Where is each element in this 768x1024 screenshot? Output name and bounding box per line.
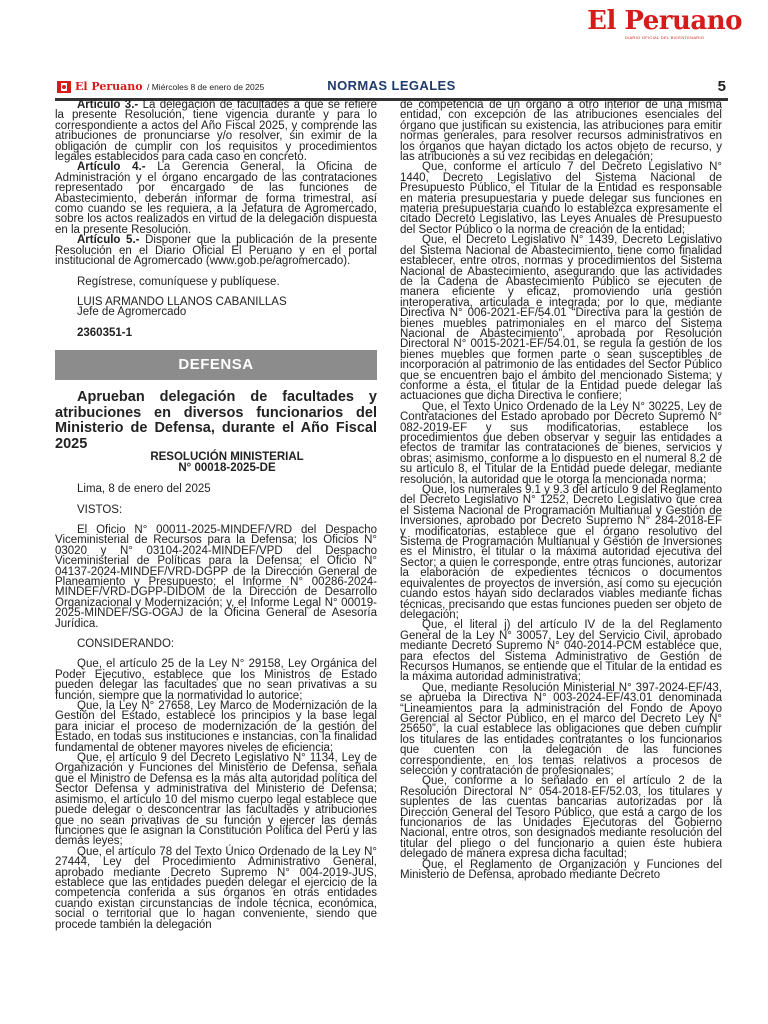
left-column	[55, 100, 377, 930]
vistos-heading: VISTOS:	[77, 503, 123, 516]
logo-text: El Peruano	[587, 6, 742, 36]
header-brand: El Peruano	[75, 80, 143, 93]
considerando-paragraph: Que, el artículo 25 de la Ley N° 29158, Ley Orgánica del Poder Ejecutivo, establece que los Ministros de Estado pueden delegar las facultades que no sean privativas a su función, siempre que la normatividad lo autorice;	[55, 658, 377, 702]
considerando-paragraph: Que, la Ley N° 27658, Ley Marco de Modernización de la Gestión del Estado, establece los principios y la base legal para iniciar el proceso de modernización de la gestión del Estado, en todas sus instituciones e instancias, con la finalidad fundamental de obtener mayores niveles de eficiencia;	[55, 700, 377, 754]
body-paragraph: Que, conforme el artículo 7 del Decreto Legislativo N° 1440, Decreto Legislativo del Sistema Nacional de Presupuesto Público, el Titular de la Entidad es responsable en materia presupuestaria y puede delegar sus funciones en materia presupuestaria cuando lo establezca expresamente el citado Decreto Legislativo, las Leyes Anuales de Presupuesto del Sector Público o la norma de creación de la entidad;	[400, 161, 722, 236]
body-paragraph: Que, el literal j) del artículo IV de la del Reglamento General de la Ley N° 30057, Ley del Servicio Civil, aprobado mediante Decreto Supremo N° 040-2014-PCM establece que, para efectos del Sistema Administrativo de Gestión de Recursos Humanos, se entiende que el Titular de la entidad es la máxima autoridad administrativa;	[400, 619, 722, 684]
logo-tagline: DIARIO OFICIAL DEL BICENTENARIO	[624, 35, 705, 40]
section-bar-defensa: DEFENSA	[55, 350, 377, 380]
resolution-number: N° 00018-2025-DE	[178, 462, 276, 475]
body-paragraph: Que, el Texto Único Ordenado de la Ley N° 30225, Ley de Contrataciones del Estado aprobado por Decreto Supremo N° 082-2019-EF y sus modificatorias, establece los procedimientos que deben observar y seguir las entidades a efectos de tramitar las contrataciones de bienes, servicios y obras; asimismo, conforme a lo dispuesto en el numeral 8.2 de su artículo 8, el Titular de la Entidad puede delegar, mediante resolución, la autoridad que le otorga la mencionada norma;	[400, 400, 722, 486]
masthead	[0, 0, 768, 78]
page-header	[55, 78, 728, 101]
page-number: 5	[717, 78, 726, 95]
header-date: / Miércoles 8 de enero de 2025	[147, 82, 265, 92]
body-paragraph: Que, mediante Resolución Ministerial N° 397-2024-EF/43, se aprueba la Directiva N° 003-2024-EF/43.01 denominada “Lineamientos para la administración del Fondo de Apoyo Gerencial al Sector Público, en el marco del Decreto Ley N° 25650”, la cual establece las obligaciones que deben cumplir los titulares de las entidades contratantes o los funcionarios que cuenten con la delegación de las funciones correspondiente, en los temas relativos a procesos de selección y contratación de profesionales;	[400, 681, 722, 777]
considerando-paragraph: Que, el artículo 78 del Texto Único Ordenado de la Ley N° 27444, Ley del Procedimiento Administrativo General, aprobado mediante Decreto Supremo N° 004-2019-JUS, establece que las entidades pueden delegar el ejercicio de la competencia conferida a sus órganos en otras entidades cuando existan circunstancias de índole técnica, económica, social o territorial que lo hagan conveniente, siendo que procede también la delegación	[55, 845, 377, 931]
considerando-heading: CONSIDERANDO:	[77, 638, 175, 650]
body-paragraph: Que, conforme a lo señalado en el artículo 2 de la Resolución Directoral N° 054-2018-EF/52.03, los titulares y suplentes de las cuentas bancarias autorizadas por la Dirección General del Tesoro Público, que está a cargo de los funcionarios de las Unidades Ejecutoras del Gobierno Nacional, entre otros, son designados mediante resolución del titular del pliego o del funcionario a quien éste hubiera delegado de manera expresa dicha facultad;	[400, 775, 722, 861]
body-paragraph: de competencia de un órgano a otro interior de una misma entidad, con excepción de las atribuciones esenciales del órgano que justifican su existencia, las atribuciones para emitir normas generales, para resolver recursos administrativos en los órganos que hayan dictado los actos objeto de recurso, y las atribuciones a su vez recibidas en delegación;	[400, 99, 722, 164]
body-paragraph: Que, el Reglamento de Organización y Funciones del Ministerio de Defensa, aprobado mediante Decreto	[400, 858, 722, 882]
articulo-4	[55, 162, 377, 235]
articulo-4-label: Artículo 4.-	[77, 161, 146, 174]
signer-title: Jefe de Agromercado	[77, 306, 187, 319]
date-line: Lima, 8 de enero del 2025	[77, 483, 211, 496]
articulo-3-label: Artículo 3.-	[77, 99, 139, 111]
articulo-5-text: Disponer que la publicación de la presente Resolución en el Diario Oficial El Peruano y en el portal institucional de Agromercado (www.gob.pe/agromercado).	[55, 234, 377, 268]
articulo-4-text: La Gerencia General, la Oficina de Administración y el órgano encargado de las contrataciones representado por encargado de las funciones de Abastecimiento, deberán informar de forma trimestral, así como cuando se les requiera, a la Jefatura de Agromercado, sobre los actos realizados en virtud de la delegación dispuesta en la presente Resolución.	[55, 161, 377, 236]
registrese-line: Regístrese, comuníquese y publíquese.	[77, 275, 280, 288]
resolution-title: RESOLUCIÓN MINISTERIAL	[150, 451, 304, 464]
right-column	[400, 100, 722, 880]
articulo-3-text: La delegación de facultades a que se refiere la presente Resolución, tiene vigencia durante y para lo correspondiente a actos del Año Fiscal 2025, y comprende las atribuciones de pronunciarse y/o resolver, sin eximir de la obligación de cumplir con los requisitos y procedimientos legales establecidos para cada caso en concreto.	[55, 99, 377, 164]
body-paragraph: Que, el Decreto Legislativo N° 1439, Decreto Legislativo del Sistema Nacional de Abastecimiento, tiene como finalidad establecer, entre otros, normas y procedimientos del Sistema Nacional de Abastecimiento, asegurando que las actividades de la Cadena de Abastecimiento Público se ejecuten de manera eficiente y eficaz, promoviendo una gestión interoperativa, articulada e integrada; por lo que, mediante Directiva N° 006-2021-EF/54.01 “Directiva para la gestión de bienes muebles patrimoniales en el marco del Sistema Nacional de Abastecimiento”, aprobada por Resolución Directoral N° 0015-2021-EF/54.01, se regula la gestión de los bienes muebles que formen parte o sean susceptibles de incorporación al patrimonio de las entidades del Sector Público que se encuentren bajo el ámbito del mencionado Sistema; y conforme a ésta, el titular de la Entidad puede delegar las actuaciones que dicha Directiva le confiere;	[400, 234, 722, 403]
section-title: NORMAS LEGALES	[327, 78, 456, 93]
document-code: 2360351-1	[77, 326, 132, 339]
articulo-3	[55, 100, 377, 162]
article-headline: Aprueban delegación de facultades y atribuciones en diversos funcionarios del Ministerio de Defensa, durante el Año Fiscal 2025	[55, 389, 377, 452]
articulo-5	[55, 235, 377, 266]
signer-name: LUIS ARMANDO LLANOS CABANILLAS	[77, 295, 287, 308]
vistos-paragraph: El Oficio N° 00011-2025-MINDEF/VRD del Despacho Viceministerial de Recursos para la Defensa; los Oficios N° 03020 y N° 03104-2024-MINDEF/VPD del Despacho Viceministerial de Políticas para la Defensa; el Oficio N° 04137-2024-MINDEF/VRD-DGPP de la Dirección General de Planeamiento y Presupuesto; el Informe N° 00286-2024-MINDEF/VRD-DGPP-DIDOM de la Dirección de Desarrollo Organizacional y Modernización; y, el Informe Legal N° 00019-2025-MINDEF/SG-OGAJ de la Oficina General de Asesoría Jurídica.	[55, 523, 377, 630]
el-peruano-logo	[587, 8, 742, 40]
articulo-5-label: Artículo 5.-	[77, 234, 140, 247]
body-paragraph: Que, los numerales 9.1 y 9.3 del artículo 9 del Reglamento del Decreto Legislativo N° 1252, Decreto Legislativo que crea el Sistema Nacional de Programación Multianual y Gestión de Inversiones, aprobado por Decreto Supremo N° 284-2018-EF y modificatorias, establece que el órgano resolutivo del Sistema de Programación Multianual y Gestión de Inversiones es el Ministro, el titular o la máxima autoridad ejecutiva del Sector; a quien le corresponde, entre otras funciones, autorizar la elaboración de expedientes técnicos o documentos equivalentes de proyectos de inversión, así como su ejecución cuando estos hayan sido declarados viables mediante fichas técnicas, precisando que estas funciones pueden ser objeto de delegación;	[400, 484, 722, 621]
considerando-paragraph: Que, el artículo 9 del Decreto Legislativo N° 1134, Ley de Organización y Funciones del Ministerio de Defensa, señala que el Ministro de Defensa es la más alta autoridad política del Sector Defensa y administrativa del Ministerio de Defensa; asimismo, el artículo 10 del mismo cuerpo legal establece que puede delegar o desconcentrar las facultades y atribuciones que no sean privativas de su función y ejercer las demás funciones que le asignan la Constitución Política del Perú y las demás leyes;	[55, 752, 377, 848]
